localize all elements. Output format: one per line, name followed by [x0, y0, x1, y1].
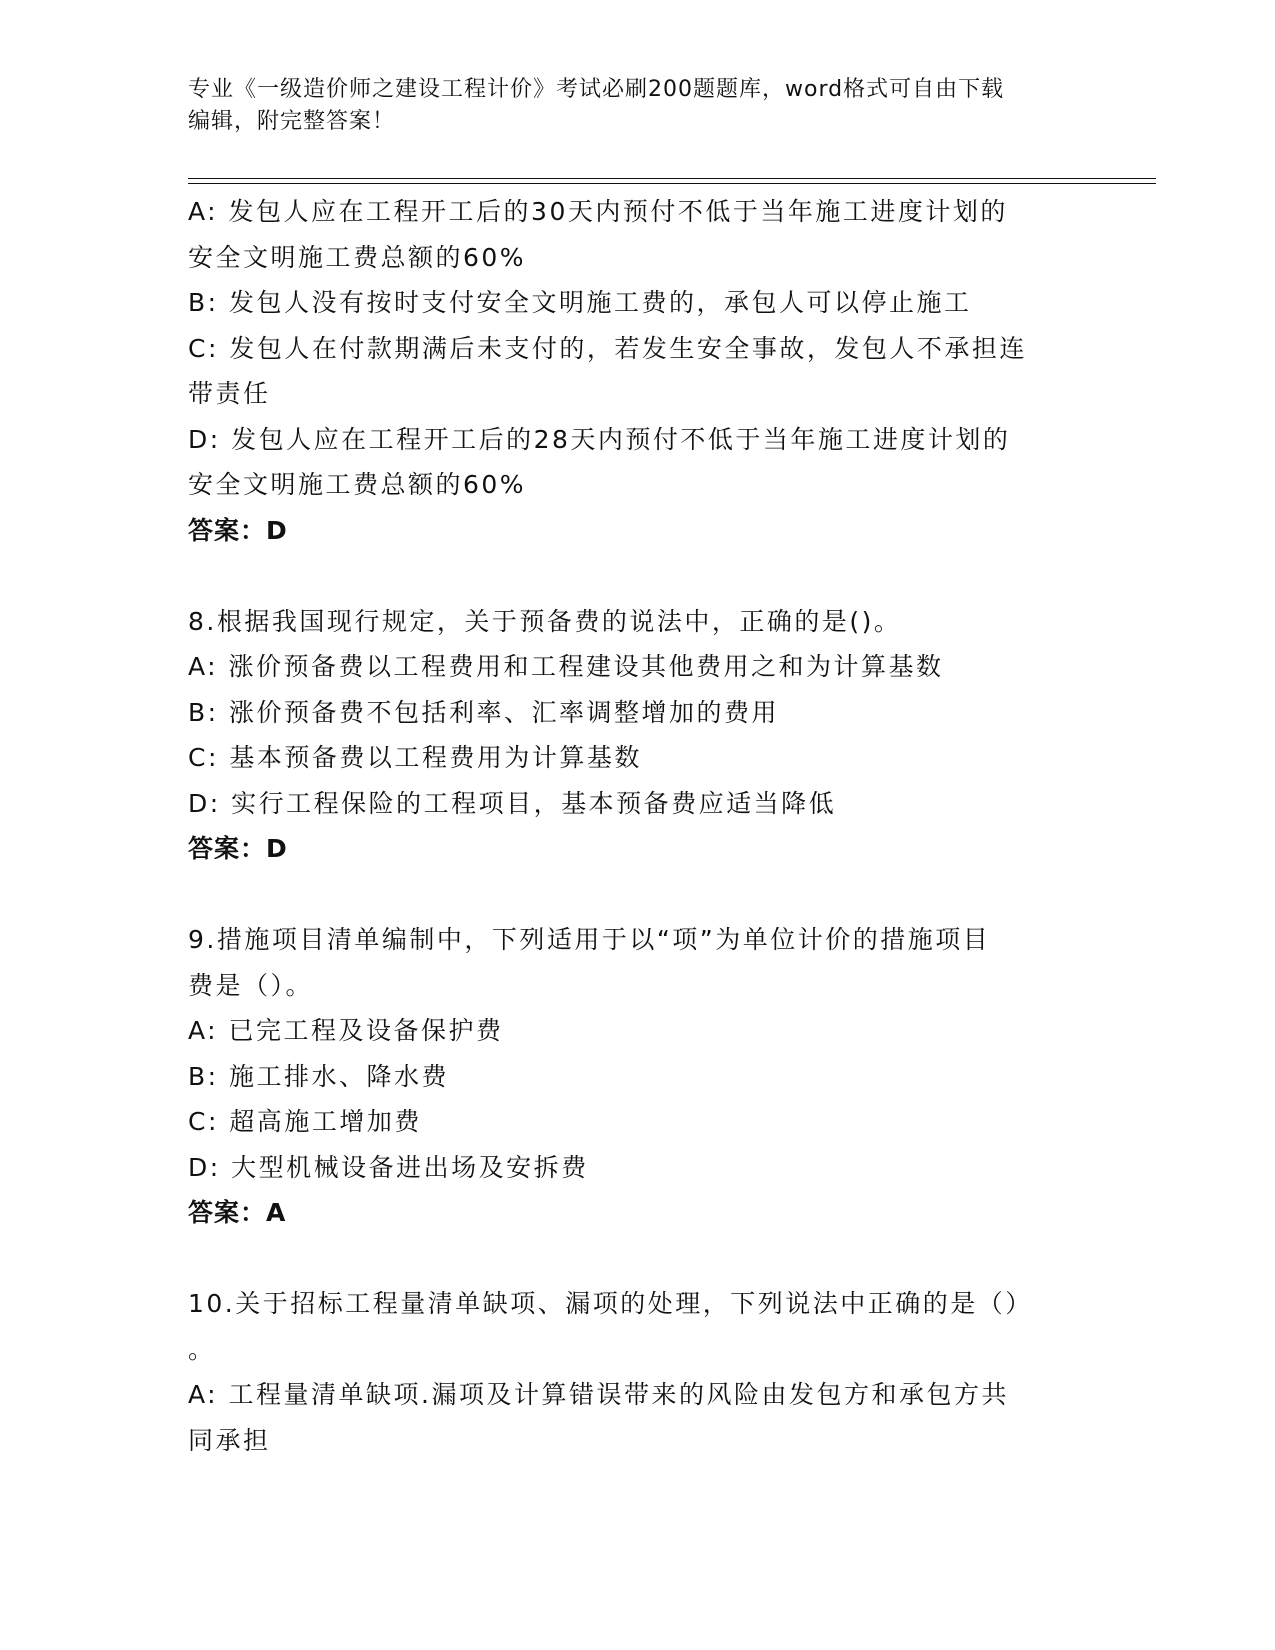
option-b: B: 施工排水、降水费 — [188, 1061, 450, 1091]
option-d-line-2: 安全文明施工费总额的60% — [188, 470, 527, 499]
header-line-1: 专业《一级造价师之建设工程计价》考试必刷200题题库，word格式可自由下载 — [188, 77, 1005, 102]
option-a: A: 涨价预备费以工程费用和工程建设其他费用之和为计算基数 — [188, 652, 944, 681]
question-stem: 8.根据我国现行规定，关于预备费的说法中，正确的是()。 — [188, 606, 902, 636]
header-divider — [188, 178, 1156, 184]
question-list — [188, 189, 1088, 1463]
question-9 — [188, 917, 1088, 1236]
option-b: B: 涨价预备费不包括利率、汇率调整增加的费用 — [188, 697, 780, 727]
answer: 答案：D — [188, 515, 288, 545]
option-a: A: 已完工程及设备保护费 — [188, 1016, 504, 1045]
option-d: D: 大型机械设备进出场及安拆费 — [188, 1152, 589, 1182]
spacer — [188, 872, 1088, 918]
option-d-line-1: D: 发包人应在工程开工后的28天内预付不低于当年施工进度计划的 — [188, 424, 1011, 454]
answer: 答案：A — [188, 1198, 287, 1227]
option-a-line-2: 同承担 — [188, 1425, 271, 1455]
question-stem-line-2: 。 — [188, 1334, 216, 1364]
question-7 — [188, 189, 1088, 553]
question-8 — [188, 599, 1088, 872]
page-header — [188, 74, 1068, 138]
option-d: D: 实行工程保险的工程项目，基本预备费应适当降低 — [188, 788, 837, 818]
question-stem-line-1: 10.关于招标工程量清单缺项、漏项的处理，下列说法中正确的是（） — [188, 1289, 1033, 1318]
option-b: B: 发包人没有按时支付安全文明施工费的，承包人可以停止施工 — [188, 288, 972, 317]
option-c: C: 超高施工增加费 — [188, 1107, 422, 1136]
option-a-line-2: 安全文明施工费总额的60% — [188, 242, 527, 272]
option-c: C: 基本预备费以工程费用为计算基数 — [188, 743, 642, 772]
option-c-line-1: C: 发包人在付款期满后未支付的，若发生安全事故，发包人不承担连 — [188, 333, 1027, 363]
question-10 — [188, 1281, 1088, 1463]
spacer — [188, 553, 1088, 599]
spacer — [188, 1236, 1088, 1282]
question-stem-line-2: 费是（）。 — [188, 970, 314, 1000]
option-a-line-1: A: 工程量清单缺项.漏项及计算错误带来的风险由发包方和承包方共 — [188, 1380, 1009, 1409]
option-c-line-2: 带责任 — [188, 379, 271, 408]
header-line-2: 编辑，附完整答案！ — [188, 109, 396, 134]
question-stem-line-1: 9.措施项目清单编制中，下列适用于以“项”为单位计价的措施项目 — [188, 925, 991, 954]
option-a-line-1: A: 发包人应在工程开工后的30天内预付不低于当年施工进度计划的 — [188, 197, 1008, 226]
answer: 答案：D — [188, 834, 288, 863]
